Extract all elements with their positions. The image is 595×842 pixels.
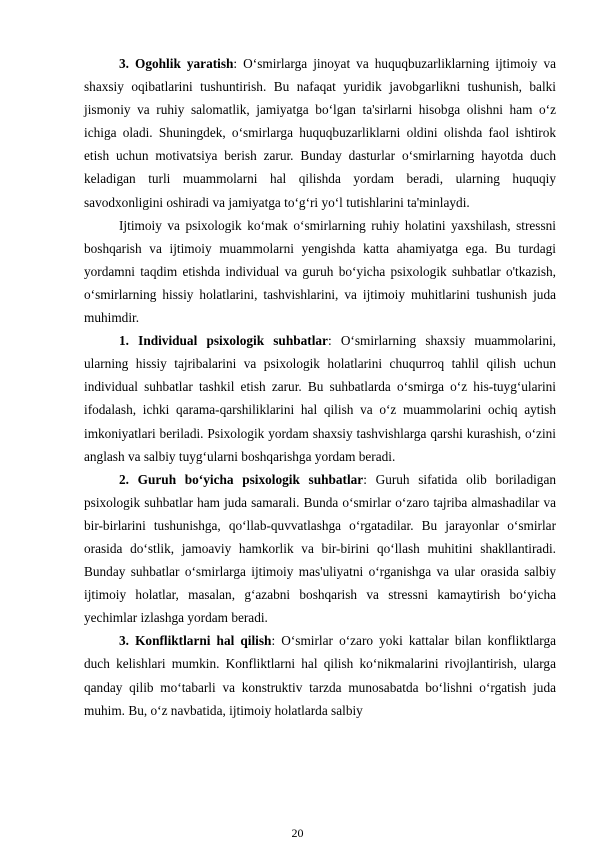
paragraph-social-psychological-support <box>84 214 556 329</box>
document-page <box>84 52 556 722</box>
paragraph-group-sessions <box>84 468 556 630</box>
page-number: 20 <box>291 826 304 840</box>
paragraph-awareness <box>84 52 556 214</box>
paragraph-text: : O‘smirlarga jinoyat va huquqbuzarliklarning ijtimoiy va shaxsiy oqibatlarini tushuntirish. Bu nafaqat yuridik javobgarlikni tushunish, balki jismoniy va ruhiy salomatlik, jamiyatga bo‘lgan ta'sirlarni hisobga olishni ham o‘z ichiga oladi. Shuningdek, o‘smirlarga huquqbuzarliklarni oldini olishda faol ishtirok etish uchun motivatsiya berish zarur. Bunday dasturlar o‘smirlarning hayotda duch keladigan turli muammolarni hal qilishda yordam beradi, ularning huquqiy savodxonligini oshiradi va jamiyatga to‘g‘ri yo‘l tutishlarini ta'minlaydi. <box>84 56 556 210</box>
paragraph-heading: 3. Ogohlik yaratish <box>119 56 234 71</box>
paragraph-text: Ijtimoiy va psixologik ko‘mak o‘smirlarning ruhiy holatini yaxshilash, stressni boshqarish va ijtimoiy muammolarni yengishda katta ahamiyatga ega. Bu turdagi yordamni taqdim etishda individual va guruh bo‘yicha psixologik suhbatlar o'tkazish, o‘smirlarning hissiy holatlarini, tashvishlarini, va ijtimoiy muhitlarini tushunish juda muhimdir. <box>84 217 556 326</box>
paragraph-heading: 3. Konfliktlarni hal qilish <box>119 633 272 649</box>
paragraph-text: : O‘smirlar o‘zaro yoki kattalar bilan konfliktlarga duch kelishlari mumkin. Konfliktlarni hal qilish ko‘nikmalarini rivojlantirish, ularga qanday qilib mo‘tabarli va konstruktiv tarzda munosabatda bo‘lishni o‘rgatish juda muhim. Bu, o‘z navbatida, ijtimoiy holatlarda salbiy <box>84 633 556 718</box>
paragraph-text: : Guruh sifatida olib boriladigan psixologik suhbatlar ham juda samarali. Bunda o‘smirlar o‘zaro tajriba almashadilar va bir-birlarini tushunishga, qo‘llab-quvvatlashga o‘rgatadilar. Bu jarayonlar o‘smirlar orasida do‘stlik, jamoaviy hamkorlik va bir-birini qo‘llash muhitini shakllantiradi. Bunday suhbatlar o‘smirlarga ijtimoiy mas'uliyatni o‘rganishga va ular orasida salbiy ijtimoiy holatlar, masalan, g‘azabni boshqarish va stressni kamaytirish bo‘yicha yechimlar izlashga yordam beradi. <box>84 471 556 626</box>
paragraph-heading: 1. Individual psixologik suhbatlar <box>119 333 328 349</box>
paragraph-individual-sessions <box>84 329 556 468</box>
paragraph-heading: 2. Guruh bo‘yicha psixologik suhbatlar <box>119 471 364 487</box>
paragraph-text: : O‘smirlarning shaxsiy muammolarini, ularning hissiy tajribalarini va psixologik holatlarini chuqurroq tahlil qilish uchun individual suhbatlar tashkil etish zarur. Bu suhbatlarda o‘smirga o‘z his-tuyg‘ularini ifodalash, ichki qarama-qarshiliklarini hal qilish va o‘z muammolarini ochiq aytish imkoniyatlari beriladi. Psixologik yordam shaxsiy tashvishlarga qarshi kurashish, o‘zini anglash va salbiy tuyg‘ularni boshqarishga yordam beradi. <box>84 333 556 464</box>
paragraph-conflict-resolution <box>84 629 556 721</box>
